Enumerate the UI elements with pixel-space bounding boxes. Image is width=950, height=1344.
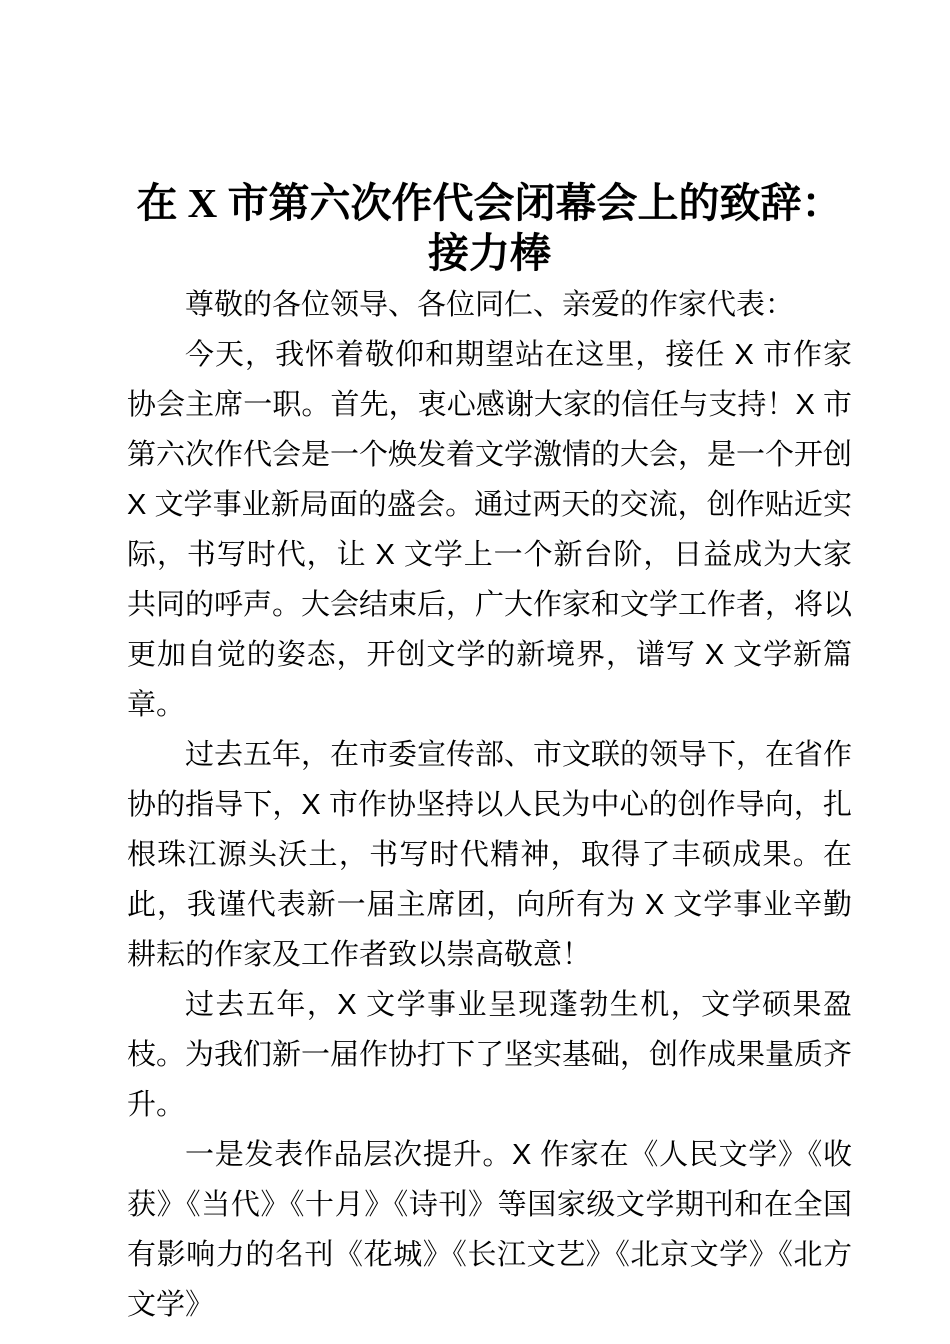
document-title-line-1: 在 X 市第六次作代会闭幕会上的致辞： [136,180,843,226]
document-body [127,280,852,1330]
paragraph-publication-level: 一是发表作品层次提升。X 作家在《人民文学》《收获》《当代》《十月》《诗刊》等国家级文学期刊和在全国有影响力的名刊《花城》《长江文艺》《北京文学》《北方文学》 [127,1139,852,1321]
paragraph-salutation: 尊敬的各位领导、各位同仁、亲爱的作家代表： [185,289,795,321]
document-title [127,178,852,278]
paragraph-literary-vitality: 过去五年，X 文学事业呈现蓬勃生机，文学硕果盈枝。为我们新一届作协打下了坚实基础，创作成果量质齐升。 [127,989,853,1121]
paragraph-past-five-years-achievements: 过去五年，在市委宣传部、市文联的领导下，在省作协的指导下，X 市作协坚持以人民为中心的创作导向，扎根珠江源头沃土，书写时代精神，取得了丰硕成果。在此，我谨代表新一届主席团，向所有为 X 文学事业辛勤耕耘的作家及工作者致以崇高敬意！ [127,739,853,971]
paragraph-opening: 今天，我怀着敬仰和期望站在这里，接任 X 市作家协会主席一职。首先，衷心感谢大家的信任与支持！X 市第六次作代会是一个焕发着文学激情的大会，是一个开创 X 文学事业新局面的盛会。通过两天的交流，创作贴近实际，书写时代，让 X 文学上一个新台阶，日益成为大家共同的呼声。大会结束后，广大作家和文学工作者，将以更加自觉的姿态，开创文学的新境界，谱写 X 文学新篇章。 [127,339,853,721]
document-title-line-2: 接力棒 [428,230,551,276]
